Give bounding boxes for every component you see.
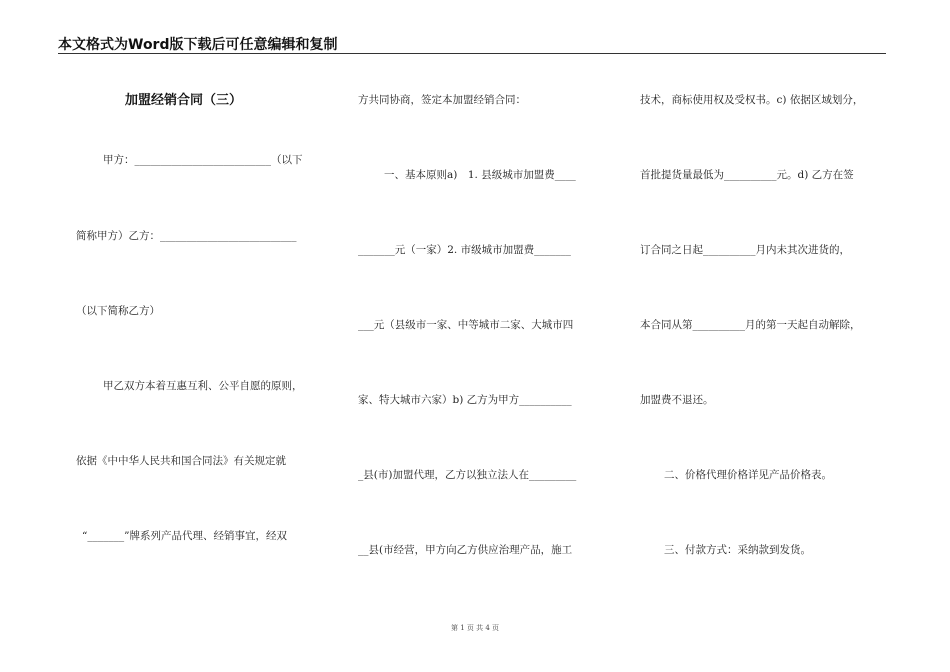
- text-line: __县(市经营，甲方向乙方供应治理产品，施工: [358, 544, 573, 556]
- text-line: 家、特大城市六家）b) 乙方为甲方__________: [358, 394, 572, 406]
- document-title: 加盟经销合同（三）: [125, 93, 243, 108]
- text-line: 本合同从第__________月的第一天起自动解除，: [640, 319, 861, 331]
- text-line: ___元（县级市一家、中等城市二家、大城市四: [358, 319, 574, 331]
- text-line: 二、价格代理价格详见产品价格表。: [664, 469, 832, 481]
- text-line: 三、付款方式：采纳款到发货。: [664, 544, 811, 556]
- text-line: 一、基本原则a) 1. 县级城市加盟费____: [384, 169, 576, 181]
- page-header: 本文格式为Word版下载后可任意编辑和复制: [58, 37, 338, 53]
- text-line: （以下简称乙方）: [76, 305, 160, 317]
- header-divider: [58, 53, 886, 54]
- text-line: 方共同协商，签定本加盟经销合同：: [358, 94, 526, 106]
- text-line: 依据《中中华人民共和国合同法》有关规定就: [76, 455, 286, 467]
- text-line: 首批提货量最低为__________元。d) 乙方在签: [640, 169, 854, 181]
- text-line: 甲乙双方本着互惠互利、公平自愿的原则，: [103, 380, 303, 392]
- text-line: 简称甲方）乙方：__________________________: [76, 230, 297, 242]
- page-number: 第 1 页 共 4 页: [450, 624, 500, 632]
- text-line: “_______”牌系列产品代理、经销事宜，经双: [82, 530, 287, 542]
- text-line: _______元（一家）2. 市级城市加盟费_______: [358, 244, 571, 256]
- text-line: 加盟费不退还。: [640, 394, 714, 406]
- text-line: 订合同之日起__________月内未其次进货的，: [640, 244, 850, 256]
- text-line: _县(市)加盟代理，乙方以独立法人在_________: [358, 469, 577, 481]
- text-line: 技术，商标使用权及受权书。c) 依据区域划分，: [640, 94, 864, 106]
- text-line: 甲方：__________________________（以下: [103, 154, 303, 166]
